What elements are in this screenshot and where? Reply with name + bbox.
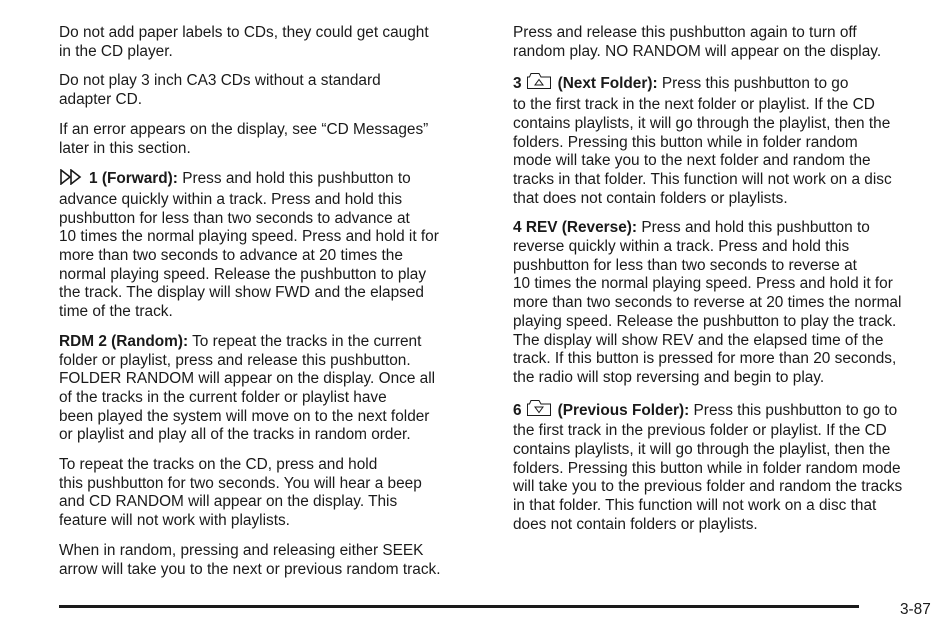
forward-body: advance quickly within a track. Press and hold this pushbutton for less than two seconds to advance at 10 times the normal playing speed. Press and hold it for more than two seconds to advance at 20 times the normal playing speed. Release the pushbutton to play the track. The display will show FWD and the elapsed time of the track. bbox=[59, 190, 439, 321]
paper-labels-paragraph: Do not add paper labels to CDs, they could get caught in the CD player. bbox=[59, 24, 429, 60]
seek-paragraph: When in random, pressing and releasing either SEEK arrow will take you to the next or previous random track. bbox=[59, 541, 441, 578]
reverse-label: 4 REV (Reverse): bbox=[513, 219, 638, 237]
folder-up-icon bbox=[526, 72, 552, 96]
forward-label: 1 (Forward): bbox=[89, 170, 178, 188]
previous-folder-label: (Previous Folder): bbox=[557, 401, 690, 419]
right-column bbox=[513, 24, 941, 546]
repeat-cd-paragraph: To repeat the tracks on the CD, press and hold this pushbutton for two seconds. You will hear a beep and CD RANDOM will appear on the display. This feature will not work with playlists. bbox=[59, 456, 422, 530]
previous-folder-lead: Press this pushbutton to go to bbox=[693, 401, 898, 419]
reverse-body: reverse quickly within a track. Press and hold this pushbutton for less than two seconds to reverse at 10 times the normal playing speed. Press and hold it for more than two seconds to reverse at 20 times the normal playing speed. Release the pushbutton to play the track. The display will show REV and the elapsed time of the track. If this button is pressed for more than 20 seconds, the radio will stop reversing and begin to play. bbox=[513, 238, 902, 386]
reverse-lead: Press and hold this pushbutton to bbox=[641, 219, 870, 237]
next-folder-body: to the first track in the next folder or playlist. If the CD contains playlists, it will go through the playlist, then the folders. Pressing this button while in folder random mode will take you to the next folder and random the tracks in that folder. This function will not work on a disc that does not contain folders or playlists. bbox=[513, 96, 892, 207]
left-column bbox=[59, 24, 487, 590]
footer-rule bbox=[59, 605, 859, 608]
next-folder-section bbox=[513, 72, 941, 208]
random-body: folder or playlist, press and release this pushbutton. FOLDER RANDOM will appear on the display. Once all of the tracks in the current folder or playlist have been played the system will move on to the next folder or playlist and play all of the tracks in random order. bbox=[59, 351, 436, 444]
next-folder-label: (Next Folder): bbox=[557, 75, 658, 93]
forward-section bbox=[59, 169, 487, 322]
cd-size-paragraph: Do not play 3 inch CA3 CDs without a standard adapter CD. bbox=[59, 72, 381, 109]
previous-folder-body: the first track in the previous folder or playlist. If the CD contains playlists, it will go through the playlist, then the folders. Pressing this button while in folder random mode will take you to the previous folder and random the tracks in that folder. This function will not work on a disc that does not contain folders or playlists. bbox=[513, 422, 903, 533]
fast-forward-icon bbox=[59, 169, 83, 191]
next-folder-lead: Press this pushbutton to go bbox=[661, 75, 849, 93]
page-number: 3-87 bbox=[900, 601, 931, 618]
previous-folder-section bbox=[513, 399, 941, 535]
no-random-paragraph: Press and release this pushbutton again to turn off random play. NO RANDOM will appear on the display. bbox=[513, 24, 882, 60]
folder-down-icon bbox=[526, 399, 552, 423]
random-label: RDM 2 (Random): bbox=[59, 332, 189, 350]
error-paragraph: If an error appears on the display, see “CD Messages” later in this section. bbox=[59, 120, 429, 157]
random-lead: To repeat the tracks in the current bbox=[192, 332, 422, 350]
random-section bbox=[59, 333, 487, 445]
forward-lead: Press and hold this pushbutton to bbox=[182, 170, 411, 188]
next-folder-number: 3 bbox=[513, 75, 522, 93]
reverse-section bbox=[513, 219, 941, 387]
previous-folder-number: 6 bbox=[513, 401, 522, 419]
